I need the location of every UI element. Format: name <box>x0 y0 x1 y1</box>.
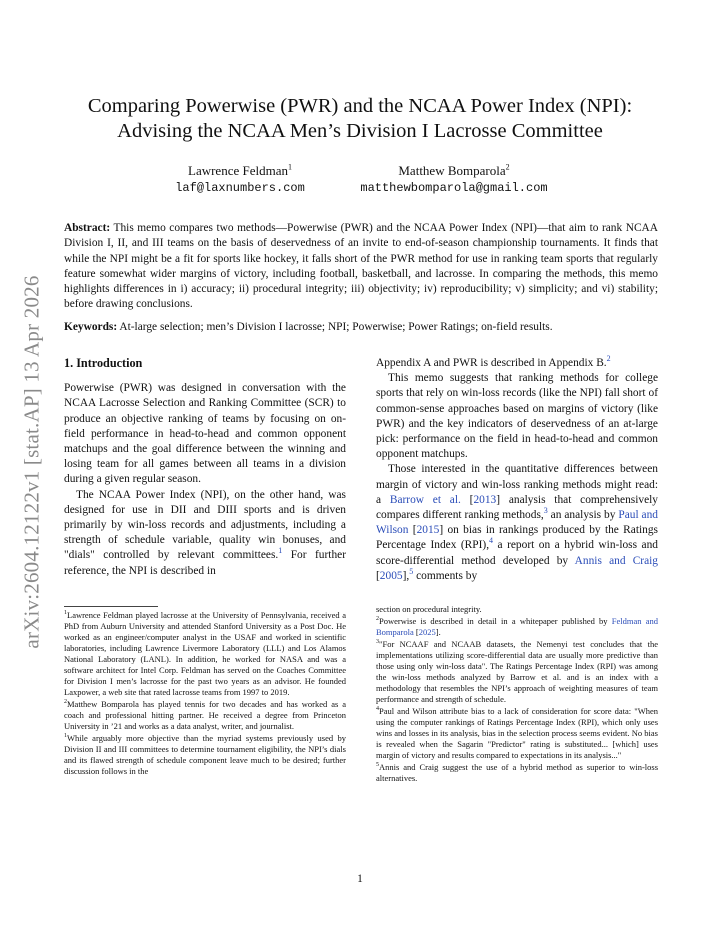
footnote-ref-3[interactable]: 3 <box>543 506 548 516</box>
left-column <box>64 356 346 579</box>
author-2-mark: 2 <box>505 162 510 172</box>
fn2-open: [ <box>413 627 419 637</box>
author-1-email[interactable]: laf@laxnumbers.com <box>175 181 305 195</box>
author-2-email[interactable]: matthewbomparola@gmail.com <box>360 181 548 195</box>
footnote-ref-2[interactable]: 2 <box>606 354 611 364</box>
p4-text-a: Those interested in the quantitative differences between margin of victory and win-loss ranking methods might read: a <box>376 463 658 506</box>
footnote-2-powerwise: $^2$Powerwise is described in detail in a whitepaper published by Feldman and Bomparola [2025]. <box>376 616 658 637</box>
appendix-ref-text: Appendix A and PWR is described in Appendix B. <box>376 357 607 369</box>
p4-text-g: a report on a hybrid win-loss and score-differential method developed by <box>376 539 658 567</box>
citation-feldman-bomparola[interactable]: Feldman and Bomparola <box>376 616 658 637</box>
author-2 <box>336 163 572 197</box>
p4-text-e: [ <box>408 524 417 537</box>
footnote-3: $^3$"For NCAAF and NCAAB datasets, the Nemenyi test concludes that the implementations utilizing score-differential data are usually more predictive than those using only win-loss data". The Ratings Percentage Index (RPI) was among the win-loss methods analyzed by Barrow et al. and is an index with a methodology that resembles the NPI’s approach of weighting measures of team performance and strength of schedule. <box>376 639 658 704</box>
footnote-1: $^1$Lawrence Feldman played lacrosse at the University of Pennsylvania, received a PhD from Auburn University and attended Stanford University as a Post Doc. He worked as an engineer/computer analyst in the USAF and worked in scientific laboratories, including Lawrence Livermore Laboratory (LLL) and Los Alamos National Laboratory (LANL). In addition, he worked for NASA and was a software architect for Intel Corp. Feldman has served on the Coaches Committee for Division I men’s lacrosse for the past two years as an advisor. He founded Laxpower, a web site that rated lacrosse teams from 1997 to 2019. <box>64 610 346 697</box>
fn2-text: Powerwise is described in detail in a whitepaper published by <box>379 616 612 626</box>
footnote-4: $^4$Paul and Wilson attribute bias to a lack of consideration for score data: "When using the computer rankings of Ratings Percentage Index (RPI), which only uses wins and losses in its analysis, bias in the selection process seems evident. No bias is revealed when the Sagarin "Predictor" rating is substituted... [which] uses margin of victory and results compared to expectations in its analysis..." <box>376 706 658 760</box>
author-1-name: Lawrence Feldman <box>188 163 288 178</box>
footnote-rule-left <box>64 606 158 607</box>
footnotes-right <box>376 604 658 785</box>
title-line-2: Advising the NCAA Men’s Division I Lacrosse Committee <box>117 120 603 142</box>
footnote-4-text: Paul and Wilson attribute bias to a lack of consideration for score data: "When using the computer rankings of Ratings Percentage Index (RPI), which only uses wins and losses in its analysis, bias in the selection process seems evident. No bias is revealed when the Sagarin "Predictor" rating is substituted... [which] uses margin of victory and results compared to expectations in its analysis..." <box>376 706 658 760</box>
footnote-3-text: "For NCAAF and NCAAB datasets, the Nemenyi test concludes that the implementations utilizing score-differential data are usually more predictive than those using only win-loss data". The Ratings Percentage Index (RPI) was among the win-loss methods analyzed by Barrow et al. and is an index with a methodology that resembles the NPI’s approach of weighting measures of team performance and strength of schedule. <box>376 639 658 704</box>
footnotes-left <box>64 610 346 778</box>
p4-text-i: ], <box>402 569 410 582</box>
p4-text-h: [ <box>376 569 380 582</box>
footnote-ref-1[interactable]: 1 <box>278 546 283 556</box>
fn2-close: ]. <box>435 627 441 637</box>
keywords-label: Keywords: <box>64 321 118 333</box>
arxiv-stamp-text: arXiv:2604.12122v1 [stat.AP] 13 Apr 2026 <box>19 275 44 649</box>
citation-feldman-bomparola-year[interactable]: 2025 <box>418 627 436 637</box>
footnote-continuation: section on procedural integrity. <box>376 604 482 614</box>
citation-barrow[interactable]: Barrow et al. <box>389 493 461 506</box>
footnote-1-dup: $^1$While arguably more objective than the myriad systems previously used by Division II and III committees to determine tournament eligibility, the NPI’s dials and its flawed strength of schedule component leave much to be desired; further discussion follows in the <box>64 733 346 776</box>
author-2-name-line <box>336 163 572 179</box>
author-1-name-line <box>150 163 330 179</box>
p4-text-d: an analysis by <box>547 509 619 522</box>
citation-annis-craig-year[interactable]: 2005 <box>379 569 403 582</box>
citation-paul-wilson[interactable]: Paul and Wilson <box>376 509 659 537</box>
footnote-ref-5[interactable]: 5 <box>409 567 414 577</box>
keywords <box>64 320 658 335</box>
intro-paragraph-1: Powerwise (PWR) was designed in conversation with the NCAA Lacrosse Selection and Ranking Committee (SCR) to produce an objective ranking of teams by focusing on on-field performance in head-to-head and common opponent matchups and the goal difference between the winning and losing team for all games between all teams in a division during a given regular season. <box>64 382 346 486</box>
abstract-label: Abstract: <box>64 222 111 234</box>
footnote-1-text: Lawrence Feldman played lacrosse at the University of Pennsylvania, received a PhD from Auburn University and attended Stanford University as a Post Doc. He worked as an engineer/computer analyst in the USAF and worked in scientific laboratories, including Lawrence Livermore Laboratory (LLL) and Los Alamos National Laboratory (LANL). In addition, he worked for NASA and was a software architect for Intel Corp. Feldman has served on the Coaches Committee for Division I men’s lacrosse for the past two years as an advisor. He founded Laxpower, a web site that rated lacrosse teams from 1997 to 2019. <box>64 610 346 697</box>
abstract <box>64 221 658 313</box>
intro-paragraph-3: This memo suggests that ranking methods for college sports that rely on win-loss records (like the NPI) fall short of common-sense approaches based on margins of victory (like PWR) and the key indicators of deservedness of an at-large pick: performance on the field in head-to-head and common opponent matchups. <box>376 372 658 461</box>
p4-text-j: comments by <box>413 569 478 582</box>
p4-text-b: [ <box>460 493 474 506</box>
intro-p2-text: The NCAA Power Index (NPI), on the other hand, was designed for use in DII and DIII sports and is driven primarily by win-loss records and adjustments, including a strength of schedule variable, quality win bonuses, and "dials" controlled by relevant committees. <box>64 488 346 562</box>
abstract-text: This memo compares two methods—Powerwise (PWR) and the NCAA Power Index (NPI)—that aim to rank NCAA Division I, II, and III teams on the basis of deservedness of an invite to end-of-season championship tournaments. It finds that while the NPI might be a fit for sports like hockey, it falls short of the PWR method for use in ranking team sports that regularly feature somewhat wider margins of victory, including football, basketball, and lacrosse. In comparing the methods, this memo highlights differences in i) accuracy; ii) procedural integrity; iii) objectivity; iv) reproducibility; v) simplicity; and vi) stability; before drawing conclusions. <box>64 222 658 311</box>
citation-barrow-year[interactable]: 2013 <box>473 493 497 506</box>
author-2-name: Matthew Bomparola <box>398 163 506 178</box>
intro-paragraph-2 <box>64 488 346 579</box>
p4-text-f: ] on bias in rankings produced by the Ratings Percentage Index (RPI), <box>376 524 658 552</box>
author-1-mark: 1 <box>287 162 292 172</box>
p4-text-c: ] analysis that comprehensively compares different ranking methods, <box>376 493 658 522</box>
paper-title <box>60 94 660 144</box>
footnote-2-text: Matthew Bomparola has played tennis for two decades and has worked as a coach and professional hitting partner. He received a degree from Princeton University in ’21 and works as a data analyst, writer, and journalist. <box>64 699 346 731</box>
title-line-1: Comparing Powerwise (PWR) and the NCAA Power Index (NPI): <box>87 95 633 117</box>
footnote-ref-4[interactable]: 4 <box>489 536 494 546</box>
citation-annis-craig[interactable]: Annis and Craig <box>574 554 658 567</box>
footnote-5: $^5$Annis and Craig suggest the use of a hybrid method as superior to win-loss alternatives. <box>376 762 658 783</box>
keywords-text: At-large selection; men’s Division I lacrosse; NPI; Powerwise; Power Ratings; on-field results. <box>119 321 553 333</box>
footnote-npi-text: While arguably more objective than the myriad systems previously used by Division II and III committees to determine tournament eligibility, the NPI’s dials and its flawed strength of schedule component leave much to be desired; further discussion follows in the <box>64 733 346 776</box>
intro-p2-tail: For further reference, the NPI is described in <box>64 549 346 577</box>
intro-paragraph-4 <box>376 462 658 584</box>
arxiv-stamp <box>20 252 44 672</box>
right-col-continuation <box>376 356 658 371</box>
section-heading-introduction: 1. Introduction <box>64 356 143 370</box>
author-1 <box>150 163 330 197</box>
footnote-2: $^2$Matthew Bomparola has played tennis for two decades and has worked as a coach and professional hitting partner. He received a degree from Princeton University in ’21 and works as a data analyst, writer, and journalist. <box>64 699 346 731</box>
citation-paul-wilson-year[interactable]: 2015 <box>416 524 440 537</box>
right-column <box>376 356 658 584</box>
page-number: 1 <box>357 873 363 885</box>
footnote-5-text: Annis and Craig suggest the use of a hybrid method as superior to win-loss alternatives. <box>376 762 658 783</box>
